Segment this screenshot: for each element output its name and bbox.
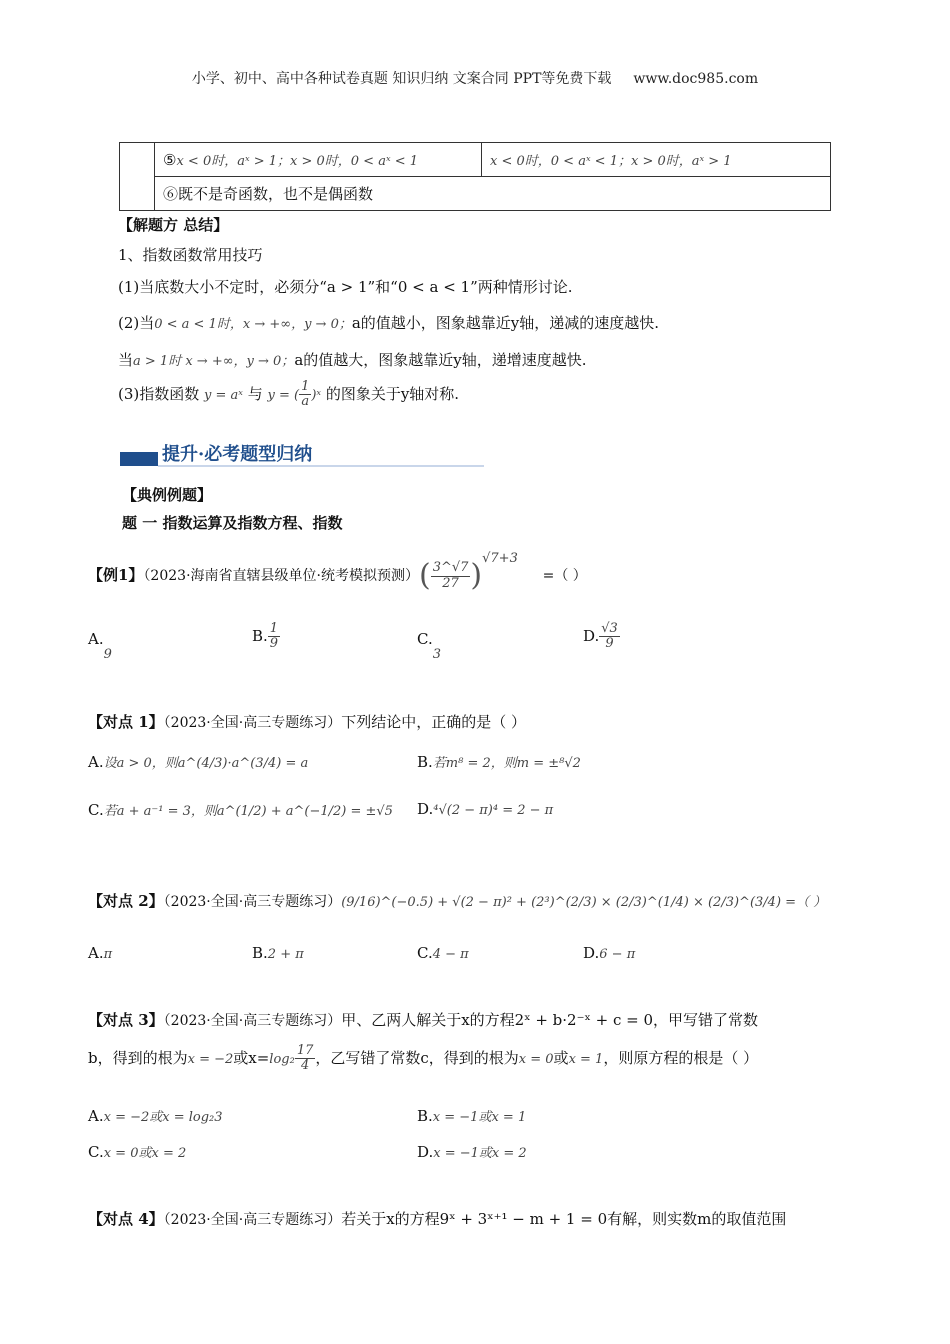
option-key: B. bbox=[417, 753, 433, 771]
option-key: D. bbox=[417, 800, 434, 818]
section-banner bbox=[120, 440, 484, 468]
header-left-text: 小学、初中、高中各种试卷真题 知识归纳 文案合同 PPT等免费下载 bbox=[191, 71, 612, 87]
summary-line4 bbox=[118, 380, 459, 410]
practice2-option-b bbox=[252, 944, 304, 962]
q2-fraction bbox=[295, 1044, 316, 1074]
example1-fraction bbox=[431, 561, 471, 591]
line3-b: a的值越大，图象越靠近y轴，递增速度越快. bbox=[294, 351, 587, 369]
option-value: 4 − π bbox=[432, 947, 469, 962]
practice3-option-d bbox=[417, 1142, 527, 1161]
property-table bbox=[119, 142, 831, 211]
option-value: 若a + a⁻¹ = 3，则a^(1/2) + a^(−1/2) = ±√5 bbox=[103, 804, 393, 819]
practice1-option-a bbox=[88, 752, 308, 771]
paren-left: ( bbox=[418, 558, 431, 593]
practice4-source: （2023·全国·高三专题练习） bbox=[163, 1212, 342, 1228]
example1-exponent: √7+3 bbox=[482, 551, 518, 566]
summary-item1: 1、指数函数常用技巧 bbox=[118, 246, 263, 264]
example1-option-a bbox=[88, 630, 112, 662]
row6-text: ⑥既不是奇函数，也不是偶函数 bbox=[163, 185, 374, 203]
table-cell-row5-left bbox=[155, 143, 482, 177]
example1-tail: =（ ） bbox=[542, 568, 587, 584]
option-key: D. bbox=[583, 626, 600, 645]
option-key: D. bbox=[417, 1143, 434, 1161]
practice2-question bbox=[88, 890, 826, 911]
option-value: x = −1或x = 2 bbox=[433, 1146, 527, 1161]
example1-label: 【例1】 bbox=[88, 566, 144, 584]
q2-b: 或x= bbox=[233, 1048, 270, 1067]
option-key: B. bbox=[417, 1107, 433, 1125]
frac-num: 1 bbox=[269, 621, 279, 636]
option-value: 设a > 0，则a^(4/3)·a^(3/4) = a bbox=[103, 756, 309, 771]
line2-math: 0 < a < 1时，x → +∞，y → 0； bbox=[154, 317, 352, 332]
frac-den: 9 bbox=[269, 636, 279, 652]
practice1-source: （2023·全国·高三专题练习） bbox=[163, 715, 342, 731]
banner-bar bbox=[120, 452, 158, 466]
practice3-label: 【对点 3】 bbox=[88, 1011, 164, 1029]
option-key: A. bbox=[88, 630, 104, 648]
frac-den: 4 bbox=[300, 1058, 310, 1074]
banner-label: 提升·必考题型归纳 bbox=[162, 444, 313, 465]
example1-question bbox=[88, 548, 587, 599]
line3-math: a > 1时 x → +∞，y → 0； bbox=[133, 354, 295, 369]
practice1-label: 【对点 1】 bbox=[88, 713, 164, 731]
table-blank-cell bbox=[120, 143, 155, 211]
option-value: ⁴√(2 − π)⁴ = 2 − π bbox=[433, 803, 554, 818]
option-key: A. bbox=[88, 753, 104, 771]
option-key: B. bbox=[252, 626, 268, 645]
practice1-text: 下列结论中，正确的是（ ） bbox=[341, 713, 526, 731]
practice1-question bbox=[88, 711, 526, 732]
practice1-option-b bbox=[417, 752, 581, 771]
practice1-option-d bbox=[417, 800, 553, 818]
option-value: x = 0或x = 2 bbox=[103, 1146, 187, 1161]
practice2-label: 【对点 2】 bbox=[88, 892, 164, 910]
option-key: D. bbox=[583, 944, 600, 962]
q2-d: 或 bbox=[553, 1048, 569, 1067]
option-key: B. bbox=[252, 944, 268, 962]
example1-option-d bbox=[583, 622, 620, 652]
option-key: A. bbox=[88, 944, 104, 962]
example1-frac-num: 3^√7 bbox=[432, 560, 469, 576]
practice3-question-line2 bbox=[88, 1044, 758, 1074]
examples-heading: 【典例例题】 bbox=[122, 486, 213, 504]
option-value: 若m⁸ = 2，则m = ±⁸√2 bbox=[432, 756, 581, 771]
option-value: 3 bbox=[432, 647, 441, 662]
table-cell-row5-right bbox=[482, 143, 831, 177]
summary-line1: (1)当底数大小不定时，必须分“a > 1”和“0 < a < 1”两种情形讨论. bbox=[118, 278, 573, 296]
practice2-expr: (9/16)^(−0.5) + √(2 − π)² + (2³)^(2/3) × (2/3)^(1/4) × (2/3)^(3/4) =（ ） bbox=[341, 895, 827, 910]
option-key: A. bbox=[88, 1107, 104, 1125]
line4-frac-den: a bbox=[301, 394, 310, 410]
practice1-option-c bbox=[88, 800, 393, 819]
practice3-option-a bbox=[88, 1106, 223, 1125]
summary-heading: 【解题方 总结】 bbox=[118, 216, 229, 234]
line4-c: 的图象关于y轴对称. bbox=[325, 384, 460, 403]
line4-b: 与 bbox=[247, 384, 263, 403]
practice3-source: （2023·全国·高三专题练习） bbox=[163, 1013, 342, 1029]
practice2-option-d bbox=[583, 944, 635, 962]
example1-frac-den: 27 bbox=[442, 575, 459, 591]
q2-m2: x = 0 bbox=[518, 1051, 554, 1067]
frac-den: 9 bbox=[605, 636, 614, 652]
line4-a: (3)指数函数 bbox=[118, 384, 200, 403]
line3-a: 当 bbox=[118, 351, 134, 369]
practice4-text: 若关于x的方程9ˣ + 3ˣ⁺¹ − m + 1 = 0有解，则实数m的取值范围 bbox=[341, 1210, 787, 1228]
option-value: x = −1或x = 1 bbox=[432, 1110, 527, 1125]
option-key: C. bbox=[417, 630, 433, 648]
row5-left-text: x < 0时，aˣ > 1；x > 0时，0 < aˣ < 1 bbox=[176, 154, 418, 169]
line4-frac-num: 1 bbox=[301, 379, 310, 394]
line4-f2-pre: y = ( bbox=[267, 387, 300, 403]
example1-source: （2023·海南省直辖县级单位·统考模拟预测） bbox=[143, 568, 419, 584]
example1-option-c bbox=[417, 630, 441, 662]
option-value: 9 bbox=[103, 647, 112, 662]
q2-m1: x = −2 bbox=[187, 1051, 234, 1067]
option-fraction bbox=[599, 622, 620, 652]
q2-a: b，得到的根为 bbox=[88, 1048, 188, 1067]
option-key: C. bbox=[88, 1143, 104, 1161]
page-header bbox=[0, 68, 950, 88]
practice4-question bbox=[88, 1208, 786, 1229]
option-value: 2 + π bbox=[267, 947, 304, 962]
practice2-option-c bbox=[417, 944, 469, 962]
row5-right-text: x < 0时，0 < aˣ < 1；x > 0时，aˣ > 1 bbox=[490, 154, 732, 169]
frac-num: 17 bbox=[296, 1043, 314, 1058]
line4-f2-post: )ˣ bbox=[311, 387, 322, 403]
option-value: π bbox=[103, 947, 113, 962]
practice2-source: （2023·全国·高三专题练习） bbox=[163, 894, 342, 910]
option-key: C. bbox=[88, 801, 104, 819]
line2-b: a的值越小，图象越靠近y轴，递减的速度越快. bbox=[351, 314, 660, 332]
example1-option-b bbox=[252, 622, 280, 652]
topic-heading: 题 一 指数运算及指数方程、指数 bbox=[122, 514, 343, 532]
line4-fraction bbox=[299, 380, 311, 410]
line2-a: (2)当 bbox=[118, 314, 155, 332]
option-value: 6 − π bbox=[599, 947, 636, 962]
option-value: x = −2或x = log₂3 bbox=[103, 1110, 223, 1125]
practice2-option-a bbox=[88, 944, 112, 962]
row5-prefix: ⑤ bbox=[163, 151, 177, 169]
q2-e: ，则原方程的根是（ ） bbox=[603, 1048, 759, 1067]
paren-right: ) bbox=[470, 558, 483, 593]
table-cell-row6 bbox=[155, 177, 831, 211]
q2-c: ，乙写错了常数c，得到的根为 bbox=[315, 1048, 519, 1067]
q2-log: log₂ bbox=[269, 1051, 295, 1067]
practice3-option-c bbox=[88, 1142, 186, 1161]
practice4-label: 【对点 4】 bbox=[88, 1210, 164, 1228]
practice3-question-line1 bbox=[88, 1009, 758, 1030]
summary-line3 bbox=[118, 349, 587, 370]
summary-line2 bbox=[118, 312, 659, 333]
header-right-text: www.doc985.com bbox=[633, 71, 759, 87]
line4-f1: y = aˣ bbox=[204, 387, 243, 403]
option-key: C. bbox=[417, 944, 433, 962]
q2-m3: x = 1 bbox=[568, 1051, 604, 1067]
practice3-option-b bbox=[417, 1106, 526, 1125]
frac-num: √3 bbox=[601, 621, 618, 636]
practice3-q1: 甲、乙两人解关于x的方程2ˣ + b·2⁻ˣ + c = 0，甲写错了常数 bbox=[341, 1011, 759, 1029]
option-fraction bbox=[268, 622, 280, 652]
